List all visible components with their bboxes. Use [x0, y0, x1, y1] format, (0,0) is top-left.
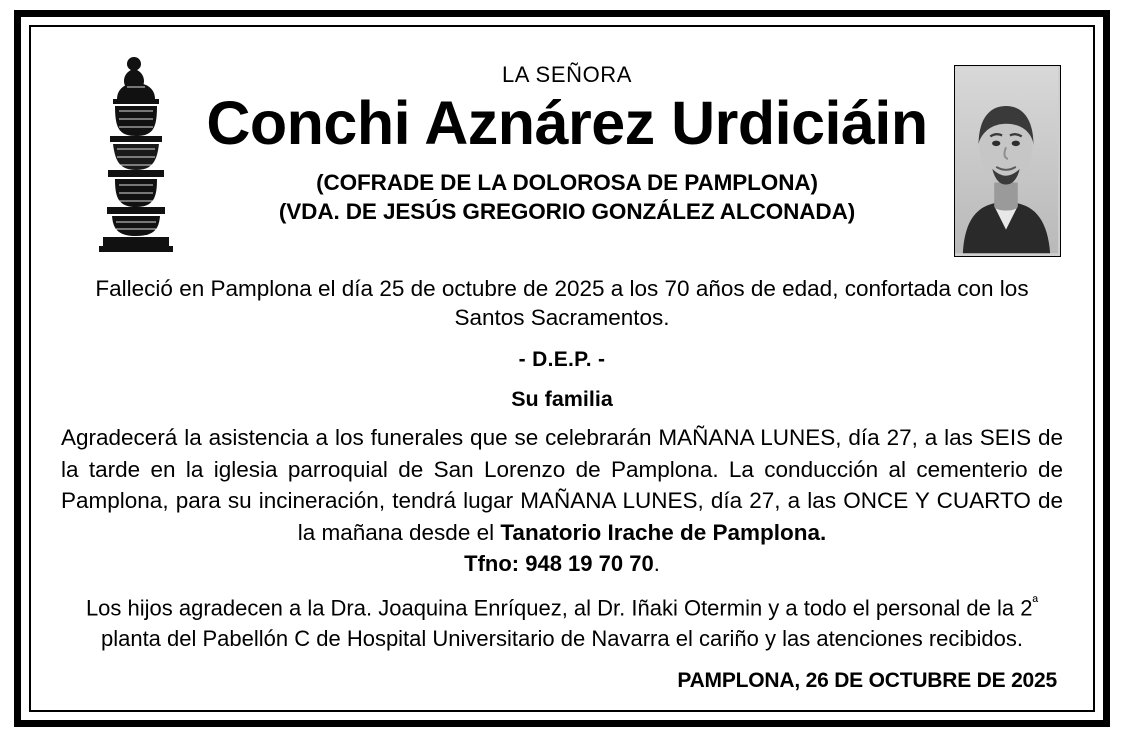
phone-period: . [653, 551, 660, 577]
subtitle-widow: (VDA. DE JESÚS GREGORIO GONZÁLEZ ALCONADA) [278, 199, 856, 225]
notice-inner-border [29, 25, 1095, 712]
notice-outer-border [14, 10, 1110, 727]
phone-line [61, 551, 1063, 577]
notice-body [53, 275, 1071, 693]
phone-number: Tfno: 948 19 70 70 [464, 551, 654, 577]
thanks-text-a: Los hijos agradecen a la Dra. Joaquina Enríquez, al Dr. Iñaki Otermin y a todo el personal de la 2 [85, 595, 1033, 621]
ordinal-marker: ª [1032, 594, 1039, 612]
deceased-name: Conchi Aznárez Urdiciáin [206, 89, 928, 158]
notice-content [31, 27, 1093, 710]
place-and-date: PAMPLONA, 26 DE OCTUBRE DE 2025 [677, 669, 1057, 693]
subtitle-cofrade: (COFRADE DE LA DOLOROSA DE PAMPLONA) [316, 169, 818, 195]
funeral-details-text: Agradecerá la asistencia a los funerales que se celebrarán MAÑANA LUNES, día 27, a las SEIS de la tarde en la iglesia parroquial de San Lorenzo de Pamplona. La conducción al cementerio de Pamplona, para su incineración, tendrá lugar MAÑANA LUNES, día 27, a las ONCE Y CUARTO de la mañana desde el [61, 424, 1063, 546]
processional-monstrance-ornament [93, 53, 179, 253]
rest-in-peace: - D.E.P. - [518, 347, 606, 371]
funeral-details [61, 422, 1063, 550]
honorific: LA SEÑORA [501, 62, 633, 87]
notice-header [53, 37, 1071, 265]
funeral-venue: Tanatorio Irache de Pamplona. [500, 520, 827, 546]
thanks-text-b: planta del Pabellón C de Hospital Universitario de Navarra el cariño y las atenciones recibidos. [100, 625, 1024, 651]
portrait-photo [954, 65, 1061, 257]
family-line: Su familia [511, 386, 613, 411]
header-text-block [193, 63, 941, 227]
thanks-paragraph [61, 593, 1063, 653]
death-statement: Falleció en Pamplona el día 25 de octubre de 2025 a los 70 años de edad, confortada con los Santos Sacramentos. [95, 276, 1029, 330]
